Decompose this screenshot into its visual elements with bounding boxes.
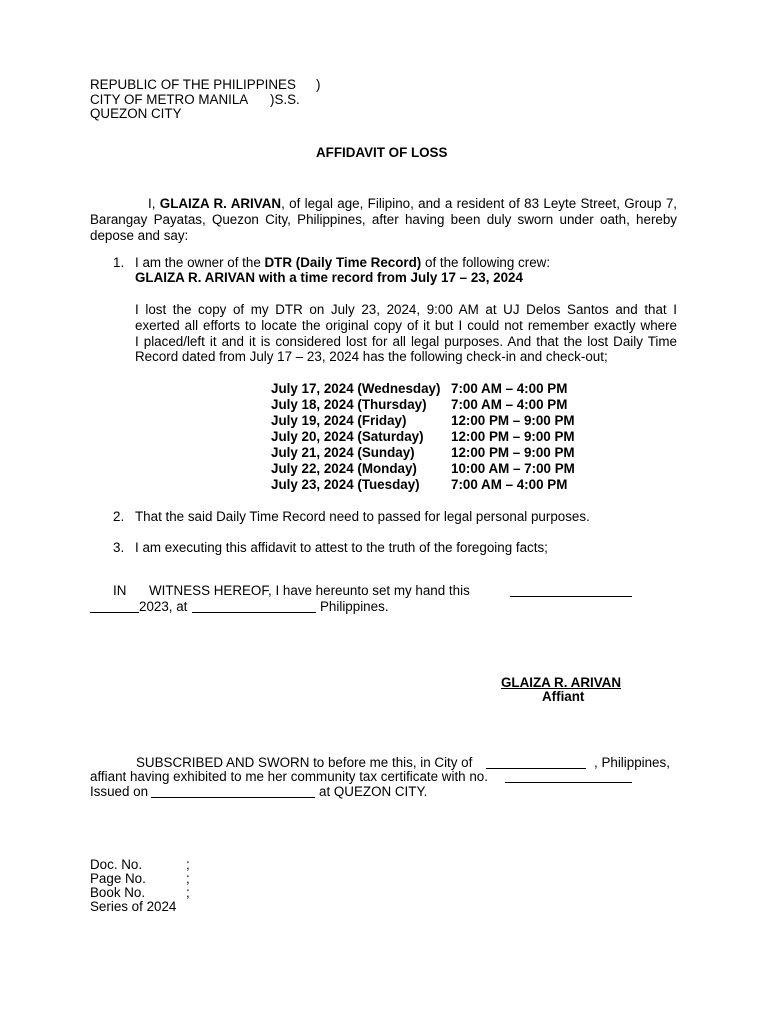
witness-in: IN <box>113 583 127 598</box>
schedule-row: July 21, 2024 (Sunday) 12:00 PM – 9:00 PM <box>271 445 575 460</box>
item-3-number: 3. <box>113 540 125 555</box>
header-line-city: CITY OF METRO MANILA )S.S. <box>90 92 300 107</box>
sworn-issued-label: Issued on <box>90 784 149 799</box>
witness-month-blank <box>90 599 139 613</box>
schedule-row: July 20, 2024 (Saturday) 12:00 PM – 9:00 PM <box>271 429 575 444</box>
sworn-issued-tail: at QUEZON CITY. <box>319 784 428 799</box>
item-1-lead: I am the owner of the DTR (Daily Time Record) of the following crew: <box>135 255 551 270</box>
witness-day-blank <box>510 583 632 597</box>
item-2-text: That the said Daily Time Record need to passed for legal personal purposes. <box>135 509 590 524</box>
notary-book-no: Book No. ; <box>90 885 190 900</box>
witness-year: 2023, at <box>139 599 188 614</box>
intro-line-1: I, GLAIZA R. ARIVAN, of legal age, Filipino, and a resident of 83 Leyte Street, Group 7, <box>148 196 677 211</box>
intro-line-2: Barangay Payatas, Quezon City, Philippines, after having been duly sworn under oath, hereby <box>90 212 677 227</box>
sworn-city-blank <box>486 755 586 769</box>
affiant-name-inline: GLAIZA R. ARIVAN <box>159 196 282 211</box>
item-1-para-line: exerted all efforts to locate the original copy of it but I could not remember exactly where <box>135 318 677 333</box>
item-1-crew: GLAIZA R. ARIVAN with a time record from July 17 – 23, 2024 <box>135 270 523 285</box>
witness-line-1: WITNESS HEREOF, I have hereunto set my hand this <box>149 583 470 598</box>
sworn-ctc-blank <box>505 769 632 783</box>
witness-tail: Philippines. <box>320 599 389 614</box>
item-1-para-line: I placed/left it and it is considered lost for all legal purposes. And that the lost Daily Time <box>135 334 677 349</box>
item-1-number: 1. <box>113 255 125 270</box>
schedule-row: July 17, 2024 (Wednesday) 7:00 AM – 4:00 PM <box>271 381 568 396</box>
item-2-number: 2. <box>113 509 125 524</box>
schedule-row: July 18, 2024 (Thursday) 7:00 AM – 4:00 PM <box>271 397 568 412</box>
sworn-issued-blank <box>151 784 315 798</box>
header-line-republic: REPUBLIC OF THE PHILIPPINES ) <box>90 77 321 92</box>
schedule-row: July 22, 2024 (Monday) 10:00 AM – 7:00 PM <box>271 461 575 476</box>
witness-place-blank <box>192 599 316 613</box>
notary-page-no: Page No. ; <box>90 871 190 886</box>
header-line-quezon: QUEZON CITY <box>90 106 182 121</box>
schedule-row: July 23, 2024 (Tuesday) 7:00 AM – 4:00 PM <box>271 477 568 492</box>
notary-doc-no: Doc. No. ; <box>90 857 190 872</box>
affiant-signature-name: GLAIZA R. ARIVAN <box>501 675 622 690</box>
sworn-line-1-tail: , Philippines, <box>594 755 670 770</box>
document-title: AFFIDAVIT OF LOSS <box>316 145 448 160</box>
item-1-para-line: I lost the copy of my DTR on July 23, 2024, 9:00 AM at UJ Delos Santos and that I <box>135 302 677 317</box>
affiant-role: Affiant <box>542 689 585 704</box>
intro-line-3: depose and say: <box>90 228 189 243</box>
notary-series: Series of 2024 <box>90 899 177 914</box>
sworn-line-2: affiant having exhibited to me her community tax certificate with no. <box>90 769 488 784</box>
item-1-para-line: Record dated from July 17 – 23, 2024 has the following check-in and check-out; <box>135 349 608 364</box>
schedule-row: July 19, 2024 (Friday) 12:00 PM – 9:00 PM <box>271 413 575 428</box>
sworn-line-1: SUBSCRIBED AND SWORN to before me this, in City of <box>136 755 473 770</box>
item-3-text: I am executing this affidavit to attest to the truth of the foregoing facts; <box>135 540 548 555</box>
